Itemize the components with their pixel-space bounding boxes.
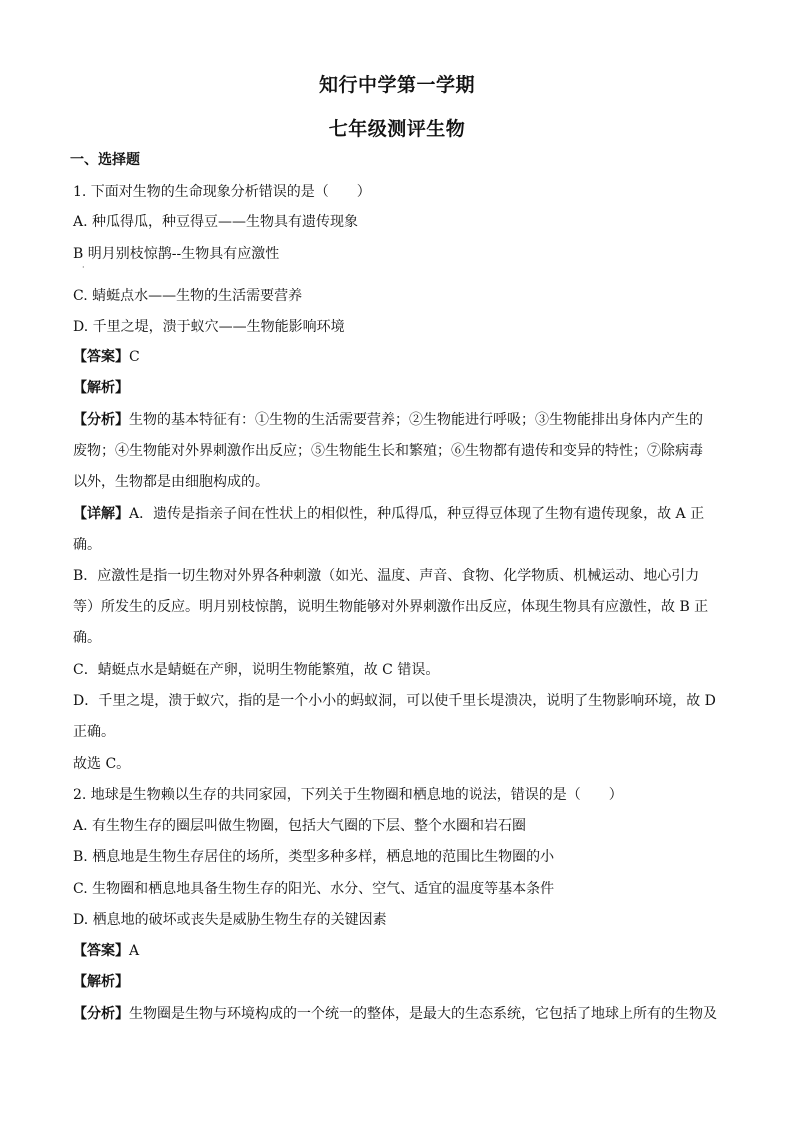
analysis-tag: 【解析】 — [73, 380, 129, 396]
question-1-fenxi-line-3: 以外，生物都是由细胞构成的。 — [73, 474, 269, 490]
stray-mark: · — [82, 263, 85, 272]
question-1-answer — [73, 347, 140, 367]
fenxi-tag: 【分析】 — [73, 1006, 129, 1022]
xiangjie-text: A．遗传是指亲子间在性状上的相似性，种瓜得瓜，种豆得豆体现了生物有遗传现象，故 A 正 — [129, 506, 705, 522]
question-1-option-b: B 明月别枝惊鹊--生物具有应激性 — [73, 246, 280, 262]
question-1-analysis-heading — [73, 378, 129, 398]
question-1-xiangjie-line-2: 确。 — [73, 537, 101, 553]
fenxi-text: 生物的基本特征有：①生物的生活需要营养；②生物能进行呼吸；③生物能排出身体内产生的 — [129, 412, 703, 428]
fenxi-tag: 【分析】 — [73, 412, 129, 428]
question-1-xiangjie-line-1 — [73, 504, 704, 524]
question-1-fenxi-line-1 — [73, 410, 703, 430]
document-subtitle: 七年级测评生物 — [328, 118, 466, 140]
question-1-xiangjie-line-4: 等）所发生的反应。明月别枝惊鹊，说明生物能够对外界刺激作出反应，体现生物具有应激性，故 B 正 — [73, 599, 709, 615]
question-2-answer — [73, 941, 139, 961]
question-1-xiangjie-line-7: D．千里之堤，溃于蚁穴，指的是一个小小的蚂蚁洞，可以使千里长堤溃决，说明了生物影响环境，故 D — [73, 693, 716, 709]
question-2-option-c: C. 生物圈和栖息地具备生物生存的阳光、水分、空气、适宜的温度等基本条件 — [73, 881, 555, 897]
analysis-tag: 【解析】 — [73, 974, 129, 990]
question-1-option-d: D. 千里之堤，溃于蚁穴——生物能影响环境 — [73, 319, 345, 335]
question-1-xiangjie-line-5: 确。 — [73, 630, 101, 646]
question-2-option-a: A. 有生物生存的圈层叫做生物圈，包括大气圈的下层、整个水圈和岩石圈 — [73, 818, 527, 834]
question-2-fenxi-line-1 — [73, 1004, 717, 1024]
question-1-xiangjie-line-8: 正确。 — [73, 724, 115, 740]
question-1-xiangjie-line-6: C．蜻蜓点水是蜻蜓在产卵，说明生物能繁殖，故 C 错误。 — [73, 662, 440, 678]
question-1-xiangjie-line-3: B．应激性是指一切生物对外界各种刺激（如光、温度、声音、食物、化学物质、机械运动、地心引力 — [73, 568, 700, 584]
document-title: 知行中学第一学期 — [318, 74, 475, 96]
section-heading: 一、选择题 — [70, 152, 140, 168]
xiangjie-tag: 【详解】 — [73, 506, 129, 522]
question-1-option-c: C. 蜻蜓点水——生物的生活需要营养 — [73, 288, 303, 304]
question-2-stem: 2. 地球是生物赖以生存的共同家园，下列关于生物圈和栖息地的说法，错误的是（ ） — [73, 787, 623, 803]
fenxi-text: 生物圈是生物与环境构成的一个统一的整体，是最大的生态系统，它包括了地球上所有的生物及 — [129, 1006, 717, 1022]
question-2-analysis-heading — [73, 972, 129, 992]
question-1-fenxi-line-2: 废物；④生物能对外界刺激作出反应；⑤生物能生长和繁殖；⑥生物都有遗传和变异的特性；⑦除病毒 — [73, 443, 703, 459]
answer-value: A — [129, 943, 140, 959]
question-2-option-b: B. 栖息地是生物生存居住的场所，类型多种多样，栖息地的范围比生物圈的小 — [73, 849, 555, 865]
answer-value: C — [129, 349, 140, 365]
answer-tag: 【答案】 — [73, 349, 129, 365]
question-1-stem: 1. 下面对生物的生命现象分析错误的是（ ） — [73, 184, 371, 200]
question-1-conclusion: 故选 C。 — [73, 756, 131, 772]
question-1-option-a: A. 种瓜得瓜，种豆得豆——生物具有遗传现象 — [73, 214, 359, 230]
answer-tag: 【答案】 — [73, 943, 129, 959]
question-2-option-d: D. 栖息地的破坏或丧失是威胁生物生存的关键因素 — [73, 912, 387, 928]
